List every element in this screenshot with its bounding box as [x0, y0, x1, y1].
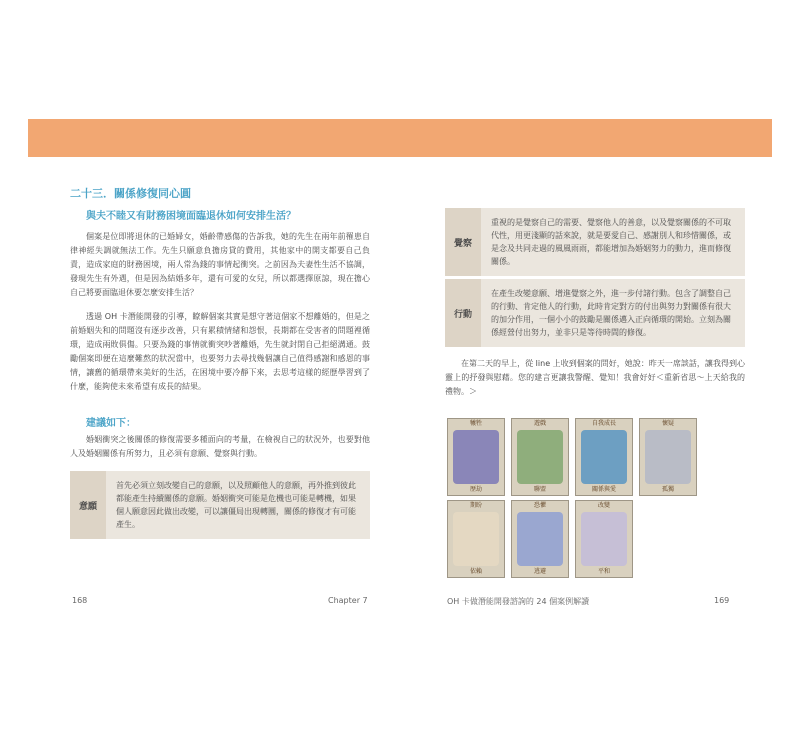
card-word-top: 犧牲: [469, 420, 482, 427]
box-label: 行動: [445, 279, 481, 347]
paragraph: 婚姻衝突之後關係的修復需要多種面向的考量，在檢視自己的狀況外，也要對他人及婚姻關係有所努力，且必須有意願、覺察與行動。: [70, 435, 370, 458]
card-word-top: 遊戲: [533, 420, 546, 427]
oh-card: [639, 418, 697, 496]
card-word-bottom: 孤獨: [661, 486, 674, 493]
card-illustration: [581, 512, 627, 566]
left-page: [70, 175, 370, 542]
card-illustration: [453, 430, 499, 484]
oh-card: [447, 500, 505, 578]
paragraph: 在第二天的早上，從 line 上收到個案的問好，她說：昨天一席談話，讓我得到心靈上的抒發與慰藉。您的建言更讓我警醒、覺知！我會好好＜重新省思～上天給我的禮物。＞: [445, 359, 745, 396]
box-text: 重視的是覺察自己的需要、覺察他人的善意，以及覺察關係的不可取代性，用更淺顯的話來說，就是要愛自己、感謝別人和珍惜關係，或是念及共同走過的風風雨雨，都能增加為婚姻努力的動力，進而修復關係。: [491, 218, 731, 266]
card-word-top: 期盼: [469, 502, 482, 509]
card-illustration: [581, 430, 627, 484]
subheading: 建議如下：: [86, 418, 136, 429]
box-label: 覺察: [445, 208, 481, 276]
oh-card: [447, 418, 505, 496]
card-word-top: 改變: [597, 502, 610, 509]
action-box: [445, 279, 745, 347]
section-title: 二十三．關係修復同心圓: [70, 187, 191, 200]
header-band: [28, 119, 772, 157]
card-word-top: 自我成長: [591, 420, 616, 427]
card-illustration: [453, 512, 499, 566]
right-page: [445, 208, 745, 409]
card-illustration: [517, 512, 563, 566]
willingness-box: [70, 471, 370, 539]
card-word-bottom: 關係與愛: [591, 486, 616, 493]
oh-card: [511, 418, 569, 496]
card-word-top: 懷疑: [661, 420, 674, 427]
running-head-right: OH 卡做潛能開發諮詢的 24 個案例解讀: [447, 597, 590, 606]
box-text: 在產生改變意願、增進覺察之外，進一步付諸行動。包含了調整自己的行動、肯定他人的行動，此時肯定對方的付出與努力對關係有很大的加分作用，一個小小的鼓勵是關係邁入正向循環的開始。立刻為關係經營付出努力，並非只是等待時間的修復。: [491, 289, 731, 337]
card-word-bottom: 歷劫: [469, 486, 482, 493]
card-illustration: [517, 430, 563, 484]
card-word-bottom: 逃避: [533, 568, 546, 575]
card-word-bottom: 依賴: [469, 568, 482, 575]
paragraph: 個案是位即將退休的已婚婦女，婚齡帶感傷的告訴我，她的先生在兩年前罹患自律神經失調就無法工作。先生只願意負擔房貸的費用，其他家中的開支都要自己負責，造成家庭的財務困境，兩人常為錢的事情起衝突。之前因為夫妻性生活不協調，發現先生有外遇，但是因為結婚多年，還有可愛的女兒，所以都選擇原諒，現在擔心自己將要面臨退休要怎麼安排生活？: [70, 232, 370, 297]
card-word-bottom: 平和: [597, 568, 610, 575]
box-label: 意願: [70, 471, 106, 539]
card-word-top: 恐懼: [533, 502, 546, 509]
card-word-bottom: 聯盟: [533, 486, 546, 493]
awareness-box: [445, 208, 745, 276]
oh-card: [575, 500, 633, 578]
card-illustration: [645, 430, 691, 484]
page-number-left: 168: [72, 596, 88, 605]
box-text: 首先必須立刻改變自己的意願，以及照顧他人的意願，再外推到彼此都能產生持續關係的意願。婚姻衝突可能是危機也可能是轉機，如果個人願意因此做出改變，可以讓僵局出現轉圜，關係的修復才有可能產生。: [116, 481, 356, 529]
oh-card: [511, 500, 569, 578]
oh-card: [575, 418, 633, 496]
page-number-right: 169: [714, 596, 730, 605]
running-head-left: Chapter 7: [328, 596, 368, 605]
case-question: 與夫不睦又有財務困境面臨退休如何安排生活？: [86, 211, 296, 222]
paragraph: 透過 OH 卡潛能開發的引導，瞭解個案其實是想守著這個家不想離婚的，但是之前婚姻失和的問題沒有逐步改善，只有累積情緒和怨恨，長期都在受害者的問題裡循環，造成兩敗俱傷。只要為錢的事情就衝突吵著離婚，先生就封閉自己拒絕溝通。鼓勵個案即便在這麼難熬的狀況當中，也要努力去尋找幾個讓自己值得感謝和感恩的事情，讓舊的循環帶來美好的生活，在困境中要冷靜下來，去思考這樣的經歷學習到了什麼，能夠使未來希望有成長的結果。: [70, 312, 370, 391]
